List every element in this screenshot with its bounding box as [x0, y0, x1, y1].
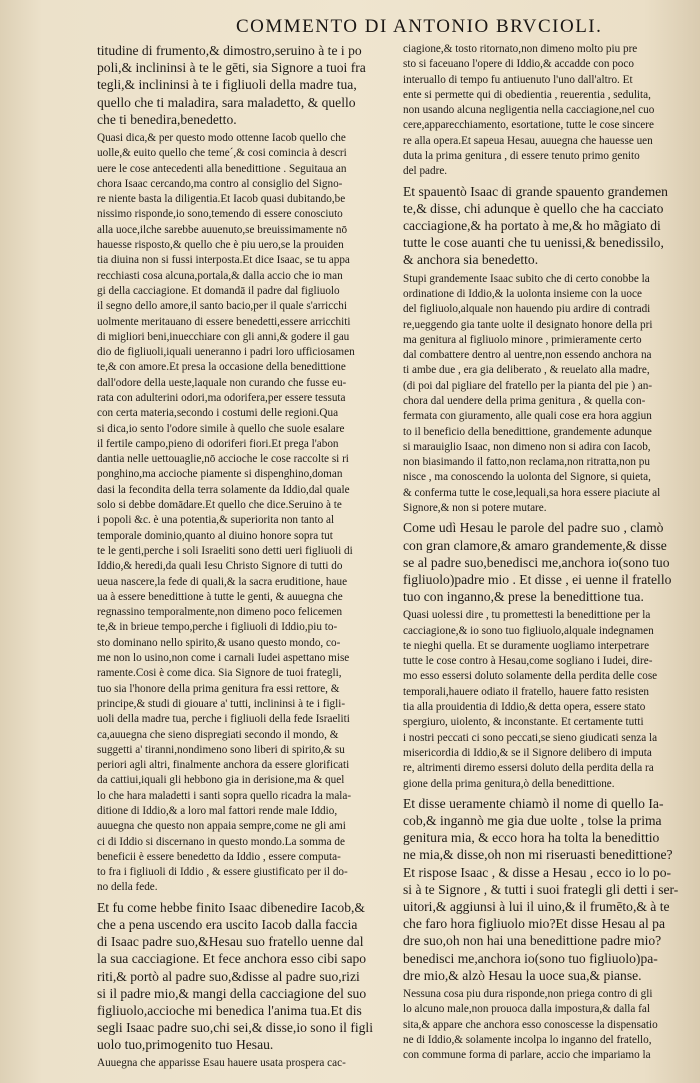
commentary-text-line: solo si debbe domādare.Et quello che dice.Seruino à te: [97, 499, 342, 512]
commentary-text-line: tuo sia l'honore della prima genitura fra essi rettore, &: [97, 682, 340, 695]
commentary-text-line: gi della cacciagione. Et domandā il padre dal figliuolo: [97, 284, 340, 297]
scripture-text-line: tutte le cose auanti che tu uenissi,& benedissilo,: [403, 235, 664, 251]
commentary-text-line: chora Isaac cercando,ma contro al consiglio del Signo-: [97, 177, 343, 190]
right-column: [403, 42, 695, 1072]
commentary-text-line: temporali,hauere odiato il fratello, hauere fatto resisten: [403, 685, 650, 698]
scripture-text-line: Et fu come hebbe finito Isaac dibenedire Iacob,&: [97, 899, 365, 915]
scripture-text-line: Et disse ueramente chiamò il nome di quello Ia-: [403, 795, 664, 811]
commentary-text-line: & conferma tutte le cose,lequali,sa hora essere piaciute al: [403, 486, 661, 499]
running-header: COMMENTO DI ANTONIO BRVCIOLI.: [236, 16, 603, 37]
scripture-text-line: dre suo,oh non hai una benedittione padre mio?: [403, 933, 662, 949]
commentary-text-line: Quasi dica,& per questo modo ottenne Iacob quello che: [97, 131, 346, 144]
commentary-text-line: uolle,& euito quello che temeˊ,& cosi comincia à descri: [97, 147, 347, 160]
commentary-text-line: Signore,& non si potere mutare.: [403, 502, 547, 515]
scripture-text-line: ne mia,& disse,oh non mi riseruasti benedittione?: [403, 847, 673, 863]
commentary-text-line: ti ambe due , era gia deliberato , & reuelato alla madre,: [403, 364, 650, 377]
commentary-text-line: cacciagione,& io sono tuo figliuolo,alquale indegnamen: [403, 624, 654, 637]
scripture-text-line: segli Isaac padre suo,chi sei,& disse,io sono il figli: [97, 1020, 373, 1036]
commentary-text-line: nissimo risponde,io sono,temendo di essere conosciuto: [97, 208, 343, 221]
scripture-text-line: cacciagione,& ha portato à me,& ho mãgiato di: [403, 218, 661, 234]
scripture-text-line: se al padre suo,benedisci me,anchora io(sono tuo: [403, 554, 670, 570]
scripture-text-line: Come udì Hesau le parole del padre suo , clamò: [403, 520, 664, 536]
left-column: [97, 42, 387, 1072]
commentary-text-line: ente si permette qui di obedientia , reuerentia , sedulita,: [403, 88, 651, 101]
scripture-text-line: quello che ti maladira, sara maladetto, & quello: [97, 94, 356, 110]
scripture-text-line: tuo con inganno,& prese la benedittione tua.: [403, 589, 644, 605]
scripture-text-line: riti,& portò al padre suo,&disse al padre suo,rizi: [97, 968, 360, 984]
commentary-text-line: sto si faceuano l'opere di Iddio,& accadde con poco: [403, 58, 634, 71]
scripture-text-line: che ti benedira,benedetto.: [97, 111, 237, 127]
commentary-text-line: no della fede.: [97, 881, 158, 894]
commentary-text-line: di migliori beni,inuecchiare con gli anni,& godere il gau: [97, 330, 350, 343]
commentary-text-line: interuallo di tempo fu antiuenuto l'uno dall'altro. Et: [403, 73, 633, 86]
commentary-text-line: il segno dello amore,il santo bacio,per il quale s'arricchi: [97, 300, 347, 313]
scripture-text-line: dre mio,& alzò Hesau la uoce sua,& pianse.: [403, 967, 642, 983]
commentary-text-line: periori agli altri, finalmente anchora da essere glorificati: [97, 759, 350, 772]
commentary-text-line: sto dominano nello spirito,& usano questo mondo, co-: [97, 636, 341, 649]
commentary-text-line: duta la prima genitura , di essere tenuto primo genito: [403, 150, 640, 163]
commentary-text-line: ueua nascere,la fede di quali,& la sacra eruditione, haue: [97, 575, 348, 588]
commentary-text-line: principe,& studi di giouare a' tutti, inclininsi à te i figli-: [97, 697, 346, 710]
commentary-text-line: hauesse risposto,& quello che è piu uero,se la prouiden: [97, 239, 344, 252]
commentary-text-line: Nessuna cosa piu dura risponde,non priega contro di gli: [403, 987, 653, 1000]
commentary-text-line: alla uoce,ilche sarebbe auuenuto,se breuissimamente nō: [97, 223, 348, 236]
commentary-text-line: suggetti a' tiranni,nondimeno sono liberi di spirito,& su: [97, 743, 345, 756]
scripture-text-line: poli,& inclininsi à te le gēti, sia Signore a tuoi fra: [97, 60, 366, 76]
commentary-text-line: nisce , ma conoscendo la uolonta del Signore, si quieta,: [403, 471, 651, 484]
commentary-text-line: re niente basta la diligentia.Et Iacob quasi dubitando,be: [97, 193, 346, 206]
commentary-text-line: (di poi dal pigliare del fratello per la pianta del pie ) an-: [403, 379, 653, 392]
commentary-text-line: ditione di Iddio,& a loro mal fattori rende male Iddio,: [97, 805, 338, 817]
commentary-text-line: con commune forma di parlare, accio che impariamo la: [403, 1049, 651, 1062]
scripture-text-line: tegli,& inclininsi à te i figliuoli della madre tua,: [97, 77, 357, 93]
scripture-text-line: si il padre mio,& mangi della cacciagione del suo: [97, 985, 367, 1001]
commentary-text-line: del padre.: [403, 165, 448, 178]
commentary-text-line: ramente.Cosi è come dica. Sia Signore de tuoi frategli,: [97, 667, 342, 680]
commentary-text-line: da cattiui,iquali gli hebbono gia in derisione,ma & quel: [97, 774, 345, 787]
commentary-text-line: temporale dominio,quanto al diuino honore sopra tut: [97, 529, 333, 542]
scripture-text-line: figliuolo,accioche mi benedica l'anima tua.Et dis: [97, 1002, 362, 1018]
scripture-text-line: cob,& ingannò me gia due uolte , tolse la prima: [403, 813, 662, 829]
scripture-text-line: te,& disse, chi adunque è quello che ha cacciato: [403, 200, 664, 216]
commentary-text-line: non usando alcuna negligentia nella cacciagione,nel cuo: [403, 104, 655, 117]
commentary-text-line: auuegna che questo non appaia sempre,come ne gli ami: [97, 820, 346, 833]
commentary-text-line: tia diuina non si fussi interposta.Et dice Isaac, se tu appa: [97, 254, 350, 267]
commentary-text-line: te nieghi quella. Et se duramente uogliamo interpetrare: [403, 639, 650, 652]
commentary-text-line: cere,apparecchiamento, esortatione, tutte le cose sincere: [403, 119, 654, 132]
commentary-text-line: ciagione,& tosto ritornato,non dimeno molto piu pre: [403, 43, 638, 55]
scripture-text-line: Et rispose Isaac , & disse a Hesau , ecco io lo po-: [403, 864, 672, 880]
commentary-text-line: non biasimando il fatto,non reclama,non ritratta,non pu: [403, 456, 650, 469]
commentary-text-line: Iddio,& heredi,da quali Iesu Christo Signore di tutti do: [97, 560, 343, 573]
commentary-text-line: to fra i figliuoli di Iddio , & essere giustificato per il do-: [97, 866, 348, 879]
scripture-text-line: la sua cacciagione. Et fece anchora esso cibi sapo: [97, 951, 367, 967]
commentary-text-line: si dica,io sento l'odore simile à quello che suole esalare: [97, 422, 345, 435]
commentary-text-line: dall'odore della ueste,laquale non curando che fusse eu-: [97, 376, 347, 389]
commentary-text-line: si marauiglio Isaac, non dimeno non si adira con Iacob,: [403, 440, 651, 453]
commentary-text-line: lo che hara maladetti i santi sopra quello ricadra la mala-: [97, 789, 352, 802]
commentary-text-line: uolmente meritauano di essere benedetti,essere arricchiti: [97, 315, 351, 328]
commentary-text-line: lo alcuno male,non prouoca dalla impostura,& dalla fal: [403, 1003, 650, 1016]
scripture-text-line: genitura mia, & ecco hora ha tolta la benedittio: [403, 830, 660, 846]
commentary-text-line: fermata con giuramento, alle quali cose era hora aggiun: [403, 410, 652, 423]
commentary-text-line: dasi la fecondita della terra solamente da Iddio,dal quale: [97, 483, 350, 496]
scripture-text-line: titudine di frumento,& dimostro,seruino à te i po: [97, 43, 362, 58]
commentary-text-line: te,& con amore.Et presa la occasione della benedittione: [97, 361, 346, 374]
commentary-text-line: rata con adulterini odori,ma odorifera,per essere tessuta: [97, 391, 346, 404]
commentary-text-line: chora dal uendere della prima genitura , & quella con-: [403, 394, 646, 407]
commentary-text-line: re,ueggendo gia tante uolte il designato honore della pri: [403, 318, 653, 331]
commentary-text-line: ma genitura al figliuolo minore , primieramente certo: [403, 333, 642, 346]
commentary-text-line: beneficii è essere benedetto da Iddio , essere computa-: [97, 850, 341, 863]
commentary-text-line: re, altrimenti diremo essersi doluto della perdita della ra: [403, 762, 654, 775]
commentary-text-line: sita,& appare che anchora esso conoscesse la dispensatio: [403, 1018, 658, 1031]
commentary-text-line: regnassino temporalmente,non dimeno poco felicemen: [97, 606, 343, 619]
commentary-text-line: dal combattere dentro al uentre,non essendo anchora na: [403, 349, 652, 362]
commentary-text-line: uere le cose antecedenti alla benedittione . Seguitaua an: [97, 162, 347, 175]
commentary-text-line: mo esso essersi doluto solamente della perdita delle cose: [403, 670, 658, 683]
scripture-text-line: che faro hora figliuolo mio?Et disse Hesau al pa: [403, 916, 665, 932]
commentary-text-line: ca,auuegna che sieno dispregiati secondo il mondo, &: [97, 728, 339, 741]
commentary-text-line: con certa materia,secondo i costumi delle regioni.Qua: [97, 407, 339, 420]
scripture-text-line: Et spauentò Isaac di grande spauento grandemen: [403, 183, 668, 199]
commentary-text-line: Auuegna che apparisse Esau hauere usata prospera cac-: [97, 1057, 346, 1070]
commentary-text-line: Quasi uolessi dire , tu promettesti la benedittione per la: [403, 609, 651, 622]
commentary-text-line: uoli della madre tua, perche i figliuoli della fede Israeliti: [97, 713, 350, 726]
commentary-text-line: misericordia di Iddio,& se il Signore delibero di imputa: [403, 746, 652, 759]
scripture-text-line: figliuolo)padre mio . Et disse , ei uenne il fratello: [403, 571, 672, 587]
scripture-text-line: uitori,& aggiunsi à lui il uino,& il frumēto,& à te: [403, 898, 670, 914]
commentary-text-line: gione della prima genitura,ò della benedittione.: [403, 777, 615, 790]
scripture-text-line: con gran clamore,& amaro grandemente,& disse: [403, 537, 667, 553]
commentary-text-line: Stupi grandemente Isaac subito che di certo conobbe la: [403, 272, 650, 285]
scripture-text-line: si à te Signore , & tutti i suoi frategli gli detti i ser-: [403, 881, 679, 897]
commentary-text-line: dantia nelle uettouaglie,nō accioche le cose raccolte si ri: [97, 453, 349, 466]
scripture-text-line: che a pena uscendo era uscito Iacob dalla faccia: [97, 916, 358, 932]
commentary-text-line: il fertile campo,pieno di odoriferi fiori.Et prega l'abon: [97, 437, 339, 450]
scripture-text-line: uolo tuo,primogenito tuo Hesau.: [97, 1037, 274, 1053]
commentary-text-line: tia alla prouidentia di Iddio,& detta opera, essere stato: [403, 701, 646, 714]
commentary-text-line: tutte le cose contro à Hesau,come sogliano i Iudei, dire-: [403, 655, 653, 668]
commentary-text-line: te,& in brieue tempo,perche i figliuoli di Iddio,piu to-: [97, 621, 338, 634]
commentary-text-line: i nostri peccati ci sono peccati,se sieno giudicati senza la: [403, 731, 658, 744]
commentary-text-line: i popoli &c. è una potentia,& superiorita non tanto al: [97, 514, 335, 527]
commentary-text-line: dio de figliuoli,iquali ueneranno i padri loro ufficiosamen: [97, 346, 355, 359]
commentary-text-line: ponghino,ma accioche piamente si dispenghino,doman: [97, 468, 343, 481]
commentary-text-line: ua à essere benedittione à tutte le genti, & auuegna che: [97, 590, 343, 603]
commentary-text-line: spergiuro, uiolento, & inconstante. Et certamente tutti: [403, 716, 644, 729]
commentary-text-line: me non lo usino,non come i carnali Iudei aspettano mise: [97, 652, 350, 665]
commentary-text-line: re alla opera.Et sapeua Hesau, auuegna che hauesse uen: [403, 134, 653, 147]
commentary-text-line: del figliuolo,alquale non hauendo piu ardire di contradi: [403, 303, 651, 316]
commentary-text-line: ci di Iddio si discernano in questo mondo.La somma de: [97, 835, 345, 848]
commentary-text-line: recchiasti cosa alcuna,portala,& dalla accio che io man: [97, 269, 343, 282]
scripture-text-line: di Isaac padre suo,&Hesau suo fratello uenne dal: [97, 934, 364, 950]
scripture-text-line: benedisci me,anchora io(sono tuo figliuolo)pa-: [403, 950, 658, 966]
commentary-text-line: ordinatione di Iddio,& la uolonta insieme con la uoce: [403, 287, 642, 300]
commentary-text-line: to il beneficio della benedittione, grandemente adunque: [403, 425, 652, 438]
commentary-text-line: ne di Iddio,& solamente incolpa lo inganno del fratello,: [403, 1033, 652, 1046]
commentary-text-line: te le genti,perche i soli Israeliti sono detti ueri figliuoli di: [97, 544, 353, 557]
scripture-text-line: & anchora sia benedetto.: [403, 252, 539, 268]
